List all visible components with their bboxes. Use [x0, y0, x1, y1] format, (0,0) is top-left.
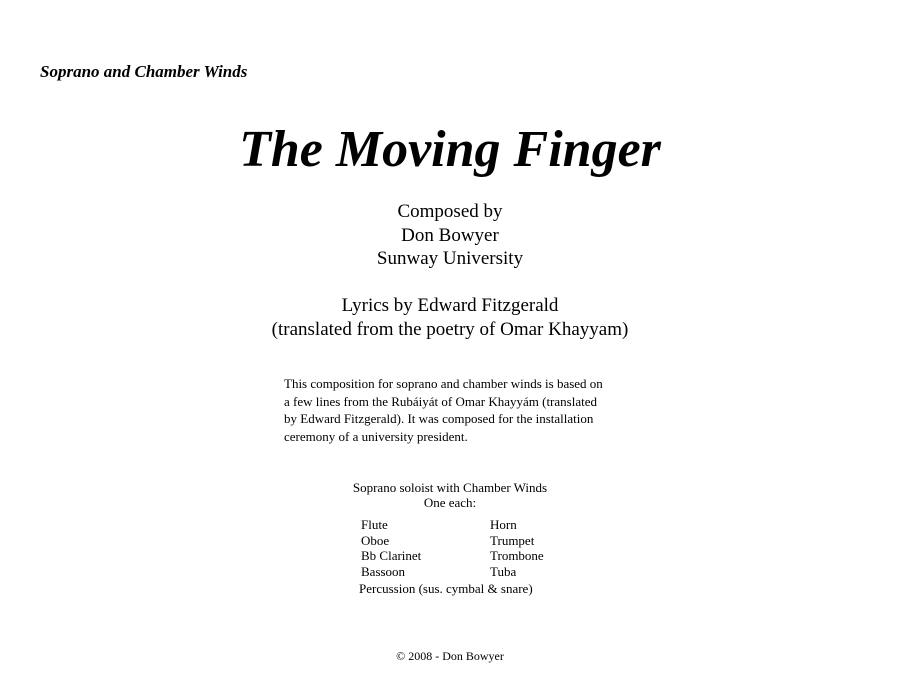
description-line: ceremony of a university president. [284, 428, 468, 444]
description [284, 375, 644, 445]
lyricist: Lyrics by Edward Fitzgerald [341, 295, 559, 316]
instrument-flute: Flute [361, 517, 388, 532]
instrumentation-header [0, 480, 900, 510]
instrument-bb-clarinet: Bb Clarinet [361, 548, 422, 564]
instrument-list [361, 517, 580, 580]
instrument-trumpet: Trumpet [490, 532, 535, 548]
instrument-trombone: Trombone [490, 548, 544, 564]
lyrics-source: (translated from the poetry of Omar Khayyam) [271, 318, 629, 340]
subtitle: Soprano and Chamber Winds [40, 62, 248, 81]
page-title: The Moving Finger [239, 121, 661, 178]
description-line: by Edward Fitzgerald). It was composed for the installation [284, 411, 594, 426]
instrumentation-subheading: One each: [423, 495, 477, 510]
instrumentation-heading: Soprano soloist with Chamber Winds [352, 480, 548, 495]
description-line: a few lines from the Rubáiyát of Omar Khayyám (translated [284, 393, 597, 409]
composer-affiliation: Sunway University [376, 248, 524, 269]
instrument-bassoon: Bassoon [361, 564, 406, 580]
composed-by-label: Composed by [397, 201, 503, 222]
instrument-tuba: Tuba [490, 564, 517, 580]
copyright: © 2008 - Don Bowyer [396, 649, 504, 663]
composer-credits [0, 200, 900, 271]
instrument-oboe: Oboe [361, 532, 390, 548]
lyrics-credits [0, 294, 900, 341]
instrument-horn: Horn [490, 517, 517, 532]
instrument-percussion: Percussion (sus. cymbal & snare) [359, 581, 533, 596]
description-line: This composition for soprano and chamber winds is based on [284, 376, 603, 391]
composer-name: Don Bowyer [401, 224, 499, 246]
